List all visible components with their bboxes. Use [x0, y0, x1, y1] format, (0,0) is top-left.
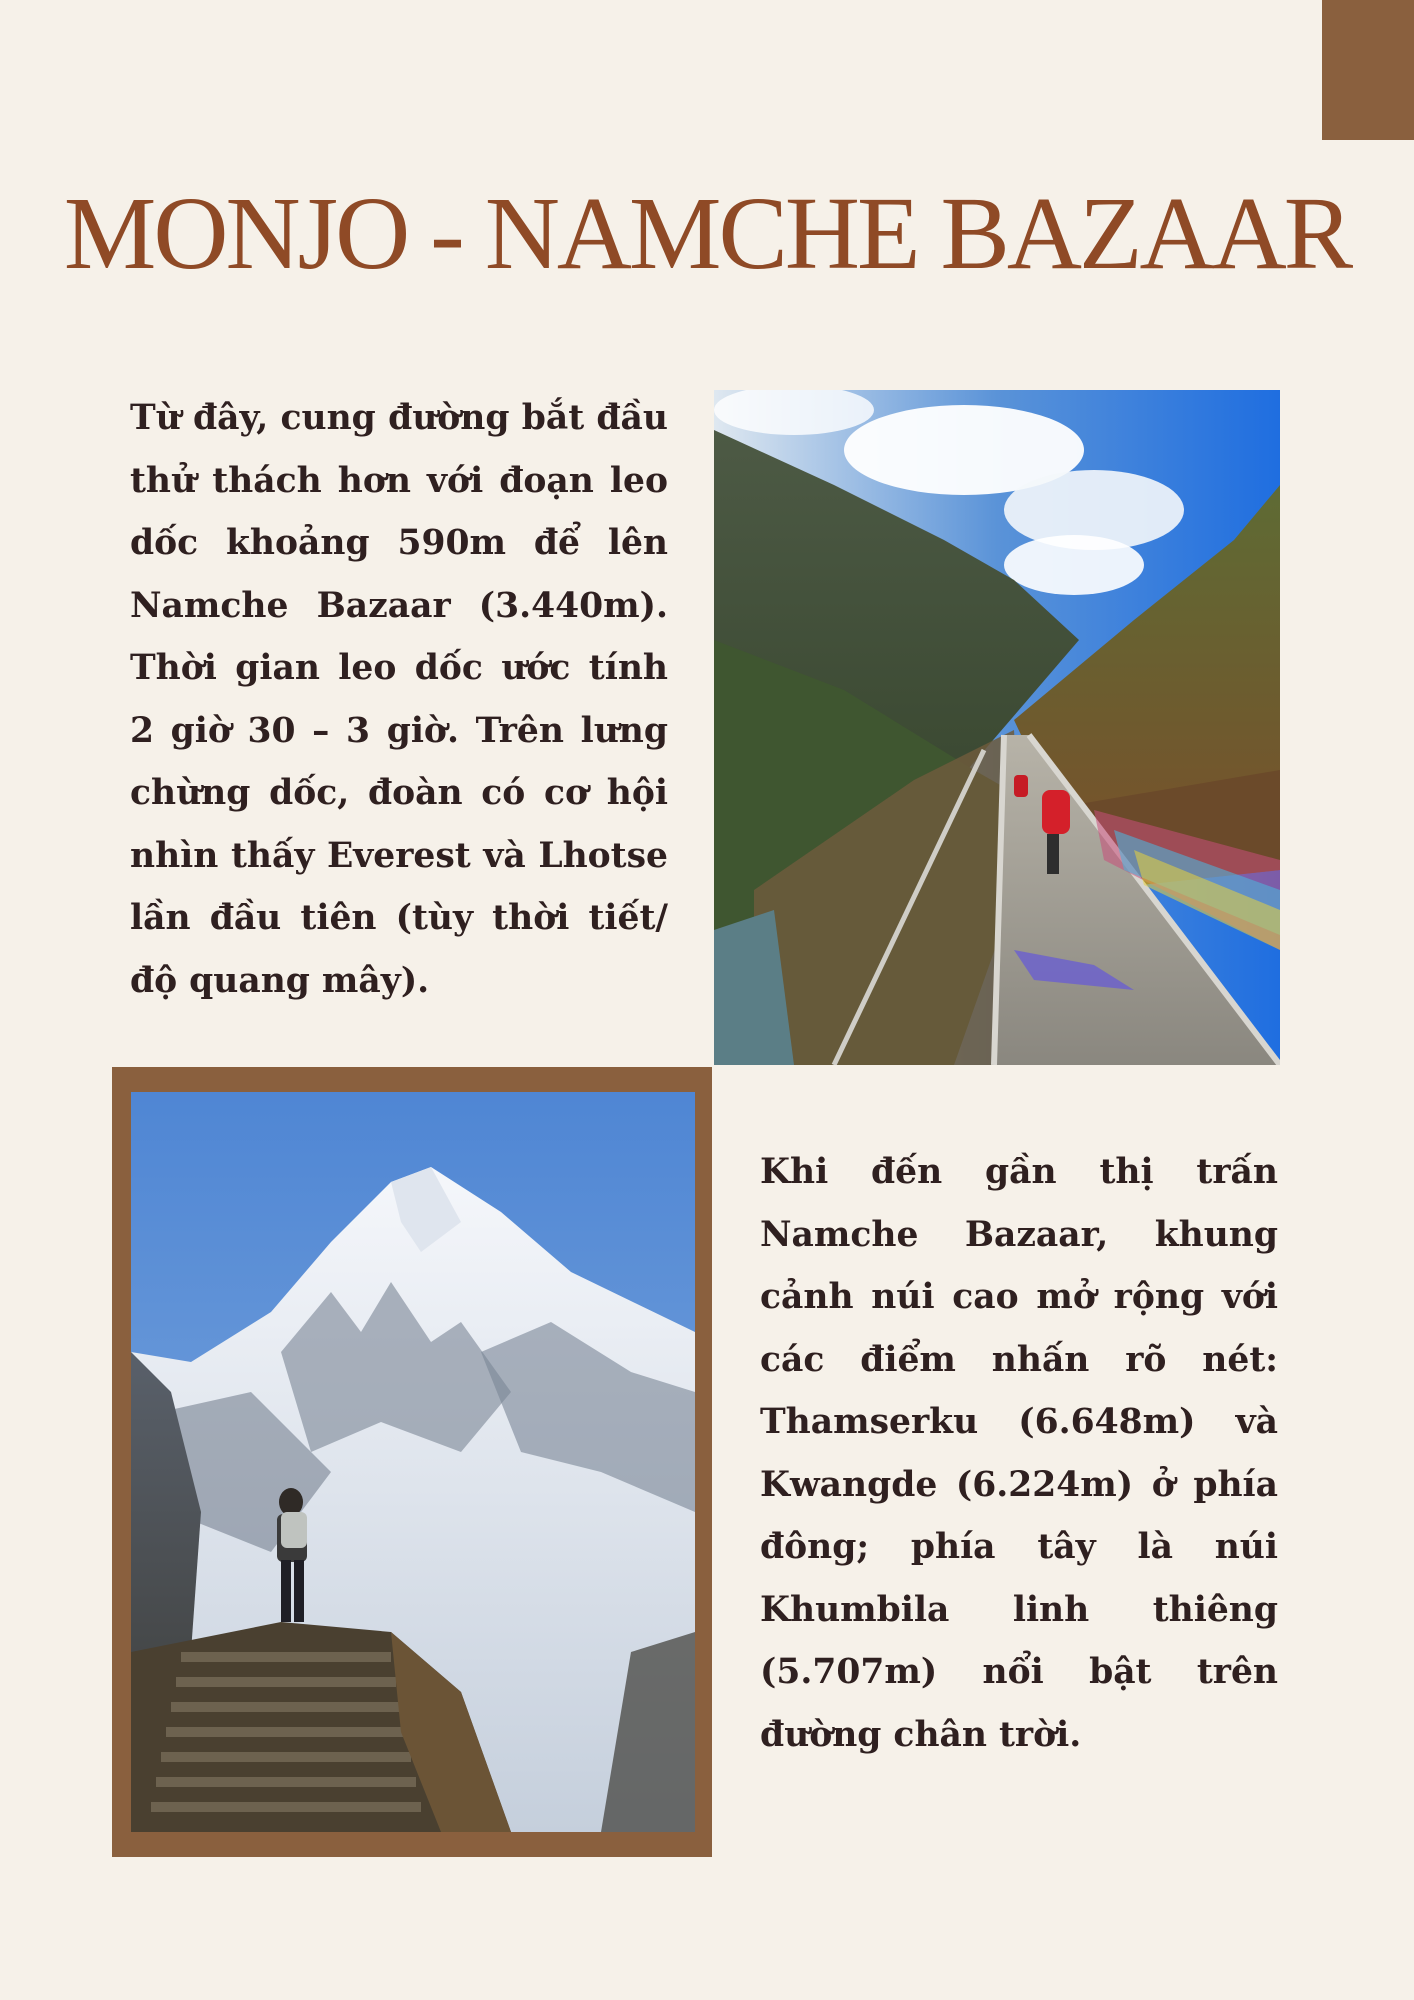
intro-paragraph: Từ đây, cung đường bắt đầu thử thách hơn với đoạn leo dốc khoảng 590m để lên Namche Bazaar (3.440m). Thời gian leo dốc ước tính 2 giờ 30 – 3 giờ. Trên lưng chừng dốc, đoàn có cơ hội nhìn thấy Everest và Lhotse lần đầu tiên (tùy thời tiết/độ quang mây). [130, 398, 668, 1001]
page-title: MONJO - NAMCHE BAZAAR [63, 176, 1351, 291]
corner-accent-block [1322, 0, 1414, 140]
suspension-bridge-photo [714, 390, 1280, 1065]
namche-paragraph: Khi đến gần thị trấn Namche Bazaar, khung cảnh núi cao mở rộng với các điểm nhấn rõ nét: Thamserku (6.648m) và Kwangde (6.224m) ở phía đông; phía tây là núi Khumbila linh thiêng (5.707m) nổi bật trên đường chân trời. [760, 1152, 1278, 1755]
snowy-mountain-trekker-photo [131, 1092, 695, 1832]
